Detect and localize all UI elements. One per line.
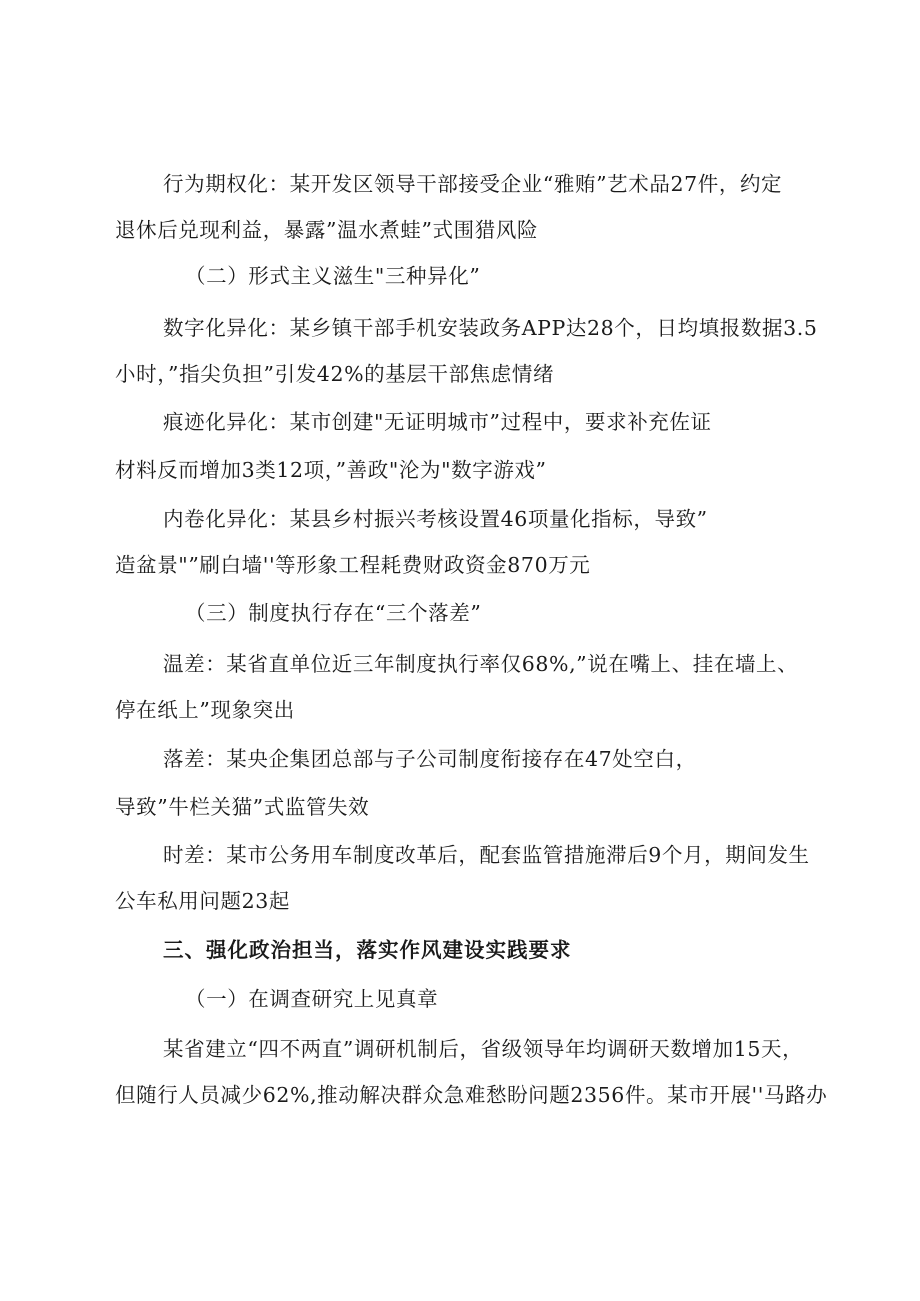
section-subheading: （一）在调查研究上见真章 [185, 987, 439, 1011]
section-subheading: （三）制度执行存在“三个落差” [185, 601, 482, 625]
paragraph-line: 小时，”指尖负担”引发42%的基层干部焦虑情绪 [115, 362, 555, 386]
paragraph-line: 落差：某央企集团总部与子公司制度衔接存在47处空白， [163, 747, 697, 771]
section-heading: 三、强化政治担当，落实作风建设实践要求 [163, 938, 572, 962]
paragraph-line: 行为期权化：某开发区领导干部接受企业“雅贿”艺术品27件，约定 [163, 172, 783, 196]
paragraph-line: 温差：某省直单位近三年制度执行率仅68%,”说在嘴上、挂在墙上、 [163, 652, 799, 676]
paragraph-line: 数字化异化：某乡镇干部手机安装政务APP达28个，日均填报数据3.5 [163, 316, 818, 340]
paragraph-line: 导致”牛栏关猫”式监管失效 [115, 795, 370, 819]
paragraph-line: 但随行人员减少62%,推动解决群众急难愁盼问题2356件。某市开展''马路办 [115, 1083, 828, 1107]
section-subheading: （二）形式主义滋生"三种异化” [185, 264, 481, 288]
paragraph-line: 时差：某市公务用车制度改革后，配套监管措施滞后9个月，期间发生 [163, 843, 810, 867]
paragraph-line: 材料反而增加3类12项，”善政"沦为"数字游戏” [115, 458, 547, 482]
paragraph-line: 某省建立“四不两直”调研机制后，省级领导年均调研天数增加15天， [163, 1037, 804, 1061]
paragraph-line: 造盆景"”刷白墙''等形象工程耗费财政资金870万元 [115, 553, 591, 577]
paragraph-line: 痕迹化异化：某市创建"无证明城市”过程中，要求补充佐证 [163, 410, 712, 434]
paragraph-line: 停在纸上”现象突出 [115, 698, 295, 722]
paragraph-line: 内卷化异化：某县乡村振兴考核设置46项量化指标，导致” [163, 507, 708, 531]
paragraph-line: 公车私用问题23起 [115, 889, 290, 913]
paragraph-line: 退休后兑现利益，暴露”温水煮蛙”式围猎风险 [115, 218, 539, 242]
